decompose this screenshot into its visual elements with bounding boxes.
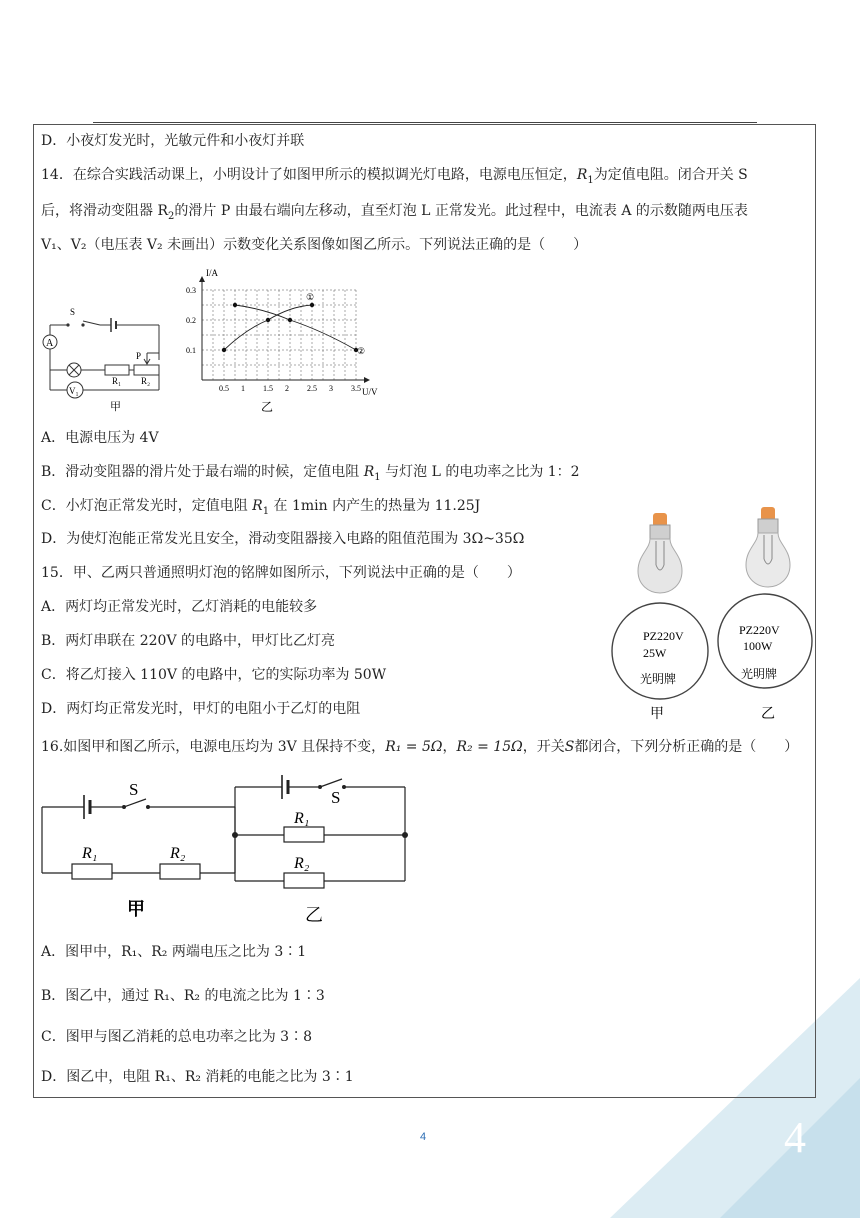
q14-stem-line1: 14．在综合实践活动课上，小明设计了如图甲所示的模拟调光灯电路，电源电压恒定，$R_1$为定值电阻。闭合开关 S: [41, 167, 748, 186]
q14-option-c: C．小灯泡正常发光时，定值电阻 $R_1$ 在 1min 内产生的热量为 11.25J: [41, 498, 481, 517]
bulb-right-rating: PZ220V: [739, 623, 780, 637]
bulb-right-power: 100W: [743, 639, 773, 653]
q16-option-b: B．图乙中，通过 R₁、R₂ 的电流之比为 1∶3: [41, 988, 325, 1004]
x-tick-label: 2: [285, 384, 289, 393]
data-point: [233, 303, 237, 307]
q14-fig-left-caption: 甲: [110, 401, 121, 413]
page-number: 4: [420, 1131, 427, 1143]
q16-right-r1-label: R₁: [294, 810, 310, 827]
bulb-left: [612, 513, 708, 722]
y-tick-label: 0.2: [186, 316, 196, 325]
x-axis-arrow: [364, 377, 370, 383]
data-point: [310, 303, 314, 307]
chart-axes: [199, 276, 370, 383]
q16-fig-left-caption: 甲: [127, 899, 145, 919]
data-point: [222, 348, 226, 352]
q16-option-d: D．图乙中，电阻 R₁、R₂ 消耗的电能之比为 3∶1: [41, 1069, 354, 1085]
bulb-right: [718, 507, 812, 722]
y-tick-label: 0.3: [186, 286, 196, 295]
voltmeter-label: V₁: [69, 386, 79, 396]
q15-bulb-figure: [605, 505, 815, 727]
page-number-large: 4: [784, 1113, 806, 1162]
x-tick-label: 0.5: [219, 384, 229, 393]
q14-option-a: A．电源电压为 4V: [41, 430, 159, 446]
data-point: [288, 318, 292, 322]
series-label-2: ②: [357, 346, 366, 356]
x-axis-label: U/V: [362, 387, 378, 397]
y-tick-label: 0.1: [186, 346, 196, 355]
q14-option-d: D．为使灯泡能正常发光且安全，滑动变阻器接入电路的阻值范围为 3Ω~35Ω: [41, 531, 525, 547]
q14-fig-right-caption: 乙: [261, 400, 274, 414]
x-tick-label: 1.5: [263, 384, 273, 393]
bulb-right-brand: 光明牌: [741, 667, 778, 681]
series-label-1: ①: [306, 292, 315, 302]
q14-circuit-diagram: [40, 300, 170, 415]
q16-right-r2-label: R₂: [294, 855, 310, 872]
q14-option-b: B．滑动变阻器的滑片处于最右端的时候，定值电阻 $R_1$ 与灯泡 L 的电功率之比为 1：2: [41, 464, 580, 483]
x-tick-label: 2.5: [307, 384, 317, 393]
slider-label: P: [136, 351, 142, 361]
q15-option-d: D．两灯均正常发光时，甲灯的电阻小于乙灯的电阻: [41, 701, 361, 717]
q16-left-r2-label: R₂: [170, 845, 186, 862]
bulb-left-brand: 光明牌: [640, 672, 677, 686]
q16-right-switch-label: S: [331, 788, 341, 807]
q16-option-c: C．图甲与图乙消耗的总电功率之比为 3∶8: [41, 1029, 312, 1045]
q15-option-b: B．两灯串联在 220V 的电路中，甲灯比乙灯亮: [41, 633, 336, 649]
q15-stem: 15．甲、乙两只普通照明灯泡的铭牌如图所示，下列说法中正确的是（ ）: [41, 565, 521, 581]
q14-stem-line2: 后，将滑动变阻器 $R_2$的滑片 P 由最右端向左移动，直至灯泡 L 正常发光。此过程中，电流表 A 的示数随两电压表: [41, 203, 748, 222]
switch-label: S: [70, 307, 76, 317]
header-rule: [93, 122, 757, 123]
q16-circuit-figure: [38, 765, 418, 928]
x-tick-label: 3.5: [351, 384, 361, 393]
q16-option-a: A．图甲中，R₁、R₂ 两端电压之比为 3∶1: [41, 944, 307, 960]
q15-option-a: A．两灯均正常发光时，乙灯消耗的电能较多: [41, 599, 318, 615]
x-tick-label: 1: [241, 384, 245, 393]
q15-option-c: C．将乙灯接入 110V 的电路中，它的实际功率为 50W: [41, 667, 387, 683]
q13-option-d: D．小夜灯发光时，光敏元件和小夜灯并联: [41, 133, 305, 149]
r1-label: R₁: [112, 376, 122, 386]
data-point: [266, 318, 270, 322]
q16-fig-right-caption: 乙: [305, 905, 323, 925]
chart-grid: [202, 290, 356, 380]
y-axis-arrow: [199, 276, 205, 282]
q16-left-r1-label: R₁: [82, 845, 98, 862]
bulb-left-caption: 甲: [650, 707, 664, 722]
q16-stem: 16.如图甲和图乙所示，电源电压均为 3V 且保持不变，R₁ = 5Ω，R₂ = 15Ω，开关S都闭合，下列分析正确的是（ ）: [41, 739, 799, 755]
q16-left-switch-label: S: [129, 780, 139, 799]
bulb-right-caption: 乙: [761, 707, 775, 722]
r2-label: R₂: [141, 376, 151, 386]
bulb-left-power: 25W: [643, 646, 667, 660]
bulb-left-rating: PZ220V: [643, 629, 684, 643]
ammeter-label: A: [46, 338, 54, 349]
q14-stem-line3: V₁、V₂（电压表 V₂ 未画出）示数变化关系图像如图乙所示。下列说法正确的是（ ）: [41, 237, 588, 253]
x-tick-label: 3: [329, 384, 333, 393]
q14-iu-chart: [180, 266, 380, 416]
y-axis-label: I/A: [206, 268, 218, 278]
